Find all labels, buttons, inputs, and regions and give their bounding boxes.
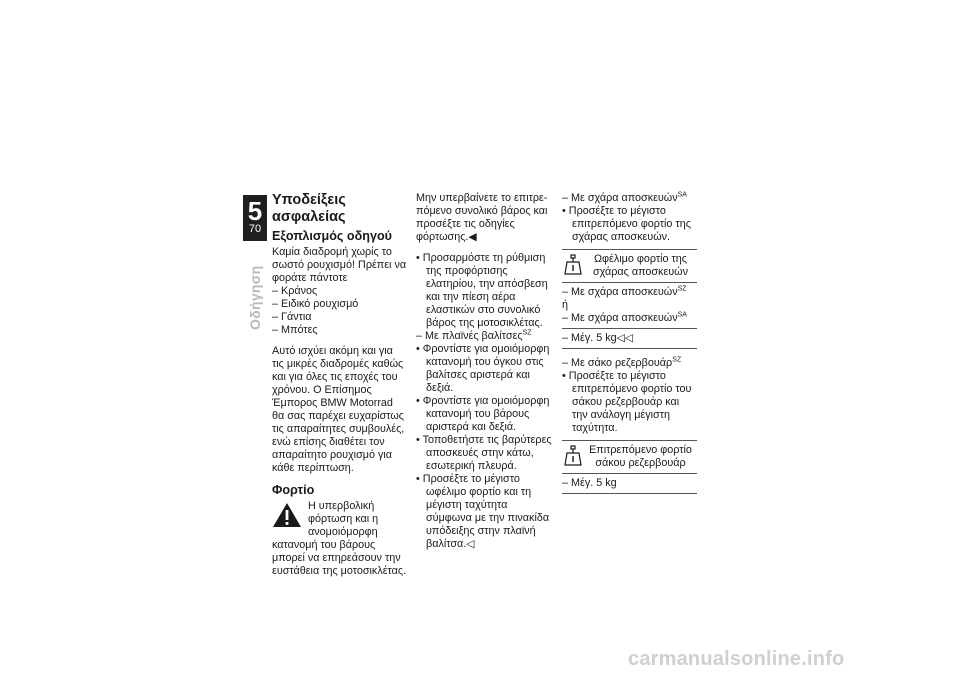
watermark: carmanualsonline.info bbox=[628, 648, 845, 670]
list-item: – Με σχάρα αποσκευών$^{SZ}$ bbox=[562, 285, 687, 298]
weight-icon bbox=[562, 253, 584, 276]
column-3 bbox=[562, 192, 697, 494]
or-text: ή bbox=[562, 299, 569, 311]
list-item: – Με σχάρα αποσκευών$^{SA}$ bbox=[562, 311, 687, 324]
column-2 bbox=[416, 192, 552, 551]
gear-list bbox=[272, 285, 407, 337]
page-title: Υποδείξεις ασφαλείας bbox=[272, 192, 346, 225]
list-item: • Προσέξτε το μέγιστο επιτρεπόμενο φορτίο της σχάρας αποσκευών. bbox=[562, 205, 691, 243]
list-item: • Φροντίστε για ομοιόμορφη κατανομή του όγκου στις βαλίτσες αριστερά και δεξιά. bbox=[416, 343, 550, 394]
chapter-number: 5 bbox=[247, 196, 263, 226]
warning-triangle-icon bbox=[272, 502, 302, 528]
rack-load-spec-table bbox=[562, 249, 697, 349]
luggage-rack-heading: – Με σχάρα αποσκευών$^{SA}$ bbox=[562, 191, 687, 204]
rider-equipment-paragraph: Αυτό ισχύει ακόμη και για τις μικρές διαδρομές καθώς και για όλες τις εποχές του χρόνου. Ο Επίσημος Έμπορος BMW Motorrad θα σας παρέχει ευχαρίστως τις απαραίτητες συμβουλές, ενώ επίσης διαθέτει τον απαραίτητο ρουχισμό για κάθε περίπτωση. bbox=[272, 345, 405, 474]
list-item: • Φροντίστε για ομοιόμορφη κατανομή του βάρους αριστερά και δεξιά. bbox=[416, 395, 550, 433]
list-item: • Προσέξτε το μέγιστο ωφέλιμο φορτίο και τη μέγιστη ταχύτητα σύμφωνα με την πινακίδα υπόδειξης στην πλαϊνή βαλίτσα.◁ bbox=[416, 473, 550, 550]
pannier-heading: – Με πλαϊνές βαλίτσες$^{SZ}$ bbox=[416, 329, 532, 342]
list-item: – Κράνος bbox=[272, 285, 318, 297]
page-number: 70 bbox=[248, 223, 262, 235]
list-item: – Ειδικό ρουχισμό bbox=[272, 298, 359, 310]
tank-bag-load-title: Επιτρεπόμενο φορτίο σάκου ρεζερβουάρ bbox=[589, 444, 692, 469]
rack-load-title: Ωφέλιμο φορτίο της σχάρας αποσκευών bbox=[592, 253, 689, 278]
list-item: – Γάντια bbox=[272, 311, 312, 323]
list-item: • Τοποθετήστε τις βαρύτερες αποσκευές στην κάτω, εσωτερική πλευρά. bbox=[416, 434, 552, 472]
load-intro: Μην υπερβαίνετε το επιτρεπόμενο συνολικό βάρος και προσέξτε τις οδηγίες φόρτωσης.◀ bbox=[416, 192, 548, 243]
list-item: • Προσαρμόστε τη ρύθμιση της προφόρτισης ελατηρίου, την απόσβεση και την πίεση αέρα ελαστικών στο συνολικό βάρος της μοτοσικλέτας. bbox=[416, 252, 548, 329]
column-1 bbox=[272, 192, 407, 578]
warning-text: Η υπερβολική φόρτωση και η ανομοιόμορφη κατανομή του βάρους μπορεί να επηρεάσουν την ευστάθεια της μοτοσικλέτας. bbox=[272, 500, 407, 577]
chapter-tab bbox=[243, 195, 267, 241]
chapter-side-label: Οδήγηση bbox=[247, 265, 263, 330]
list-item: – Μπότες bbox=[272, 324, 318, 336]
rack-load-value: – Μέγ. 5 kg◁◁ bbox=[562, 332, 634, 344]
weight-icon bbox=[562, 444, 584, 467]
section-heading-load: Φορτίο bbox=[272, 483, 315, 497]
section-heading-rider-equipment: Εξοπλισμός οδηγού bbox=[272, 229, 392, 243]
rider-equipment-intro: Καμία διαδρομή χωρίς το σωστό ρουχισμό! Πρέπει να φοράτε πάντοτε bbox=[272, 246, 407, 284]
tank-bag-load-value: – Μέγ. 5 kg bbox=[562, 477, 617, 489]
list-item: • Προσέξτε το μέγιστο επιτρεπόμενο φορτίο του σάκου ρεζερβουάρ και την ανάλογη μέγιστη ταχύτητα. bbox=[562, 370, 692, 434]
tank-bag-heading: – Με σάκο ρεζερβουάρ$^{SZ}$ bbox=[562, 356, 682, 369]
tank-bag-spec-table bbox=[562, 440, 697, 494]
load-warning bbox=[272, 500, 407, 578]
